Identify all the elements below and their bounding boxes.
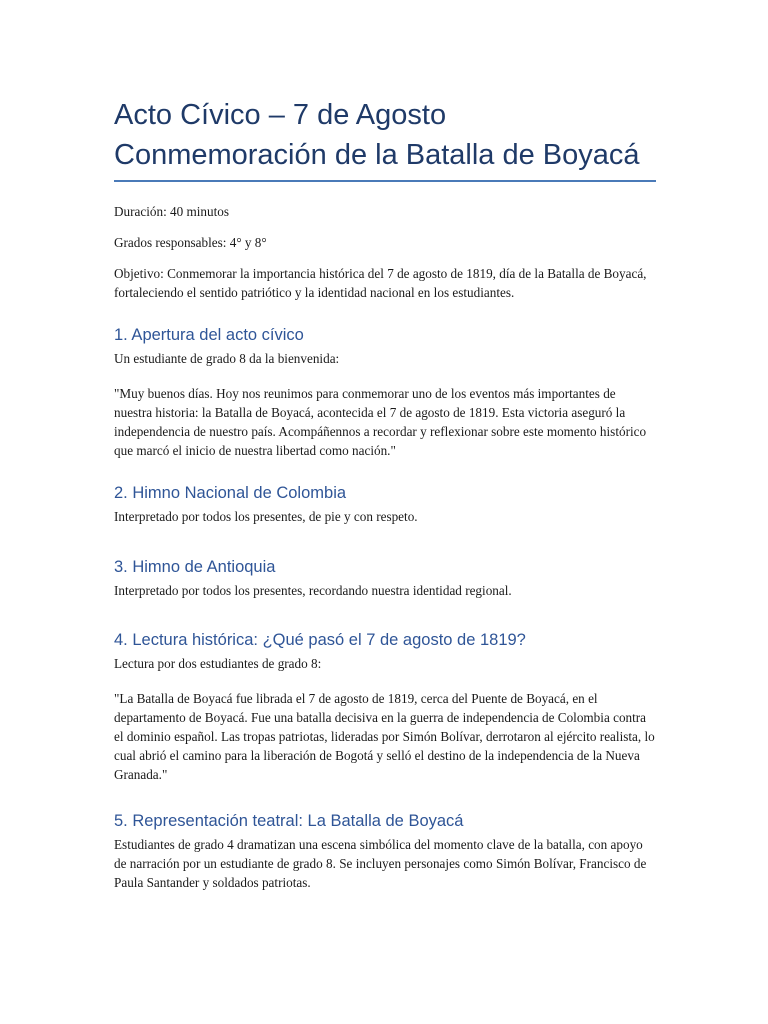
title-line-2: Conmemoración de la Batalla de Boyacá	[114, 139, 640, 171]
title-underline	[114, 180, 656, 182]
document-title	[114, 95, 656, 175]
section-quote-apertura: "Muy buenos días. Hoy nos reunimos para conmemorar uno de los eventos más importantes de nuestra historia: la Batalla de Boyacá, acontecida el 7 de agosto de 1819. Esta victoria aseguró la independencia de nuestro país. Acompáñennos a recordar y reflexionar sobre este momento histórico que marcó el inicio de nuestra libertad como nación."	[114, 386, 647, 458]
document-page	[114, 95, 656, 892]
duration-text: Duración: 40 minutos	[114, 204, 230, 219]
section-intro-representacion-teatral: Estudiantes de grado 4 dramatizan una escena simbólica del momento clave de la batalla, con apoyo de narración por un estudiante de grado 8. Se incluyen personajes como Simón Bolívar, Francisco de Paula Santander y soldados patriotas.	[114, 837, 647, 890]
section-intro-himno-nacional: Interpretado por todos los presentes, de pie y con respeto.	[114, 509, 418, 524]
section-heading-representacion-teatral: 5. Representación teatral: La Batalla de Boyacá	[114, 812, 464, 830]
section-quote-lectura-historica: "La Batalla de Boyacá fue librada el 7 de agosto de 1819, cerca del Puente de Boyacá, en el departamento de Boyacá. Fue una batalla decisiva en la guerra de independencia de Colombia contra el dominio español. Las tropas patriotas, lideradas por Simón Bolívar, derrotaron al ejército realista, lo cual abrió el camino para la liberación de Bogotá y selló el destino de la independencia de la Nueva Granada."	[114, 691, 655, 782]
section-intro-himno-antioquia: Interpretado por todos los presentes, recordando nuestra identidad regional.	[114, 583, 512, 598]
section-intro-lectura-historica: Lectura por dos estudiantes de grado 8:	[114, 656, 322, 671]
section-heading-himno-antioquia: 3. Himno de Antioquia	[114, 558, 276, 576]
title-line-1: Acto Cívico – 7 de Agosto	[114, 99, 447, 131]
section-heading-apertura: 1. Apertura del acto cívico	[114, 326, 304, 344]
grades-text: Grados responsables: 4° y 8°	[114, 235, 267, 250]
objective-text: Objetivo: Conmemorar la importancia histórica del 7 de agosto de 1819, día de la Batalla de Boyacá, fortaleciendo el sentido patriótico y la identidad nacional en los estudiantes.	[114, 266, 647, 300]
section-intro-apertura: Un estudiante de grado 8 da la bienvenida:	[114, 351, 340, 366]
section-heading-lectura-historica: 4. Lectura histórica: ¿Qué pasó el 7 de agosto de 1819?	[114, 631, 526, 649]
section-heading-himno-nacional: 2. Himno Nacional de Colombia	[114, 484, 347, 502]
